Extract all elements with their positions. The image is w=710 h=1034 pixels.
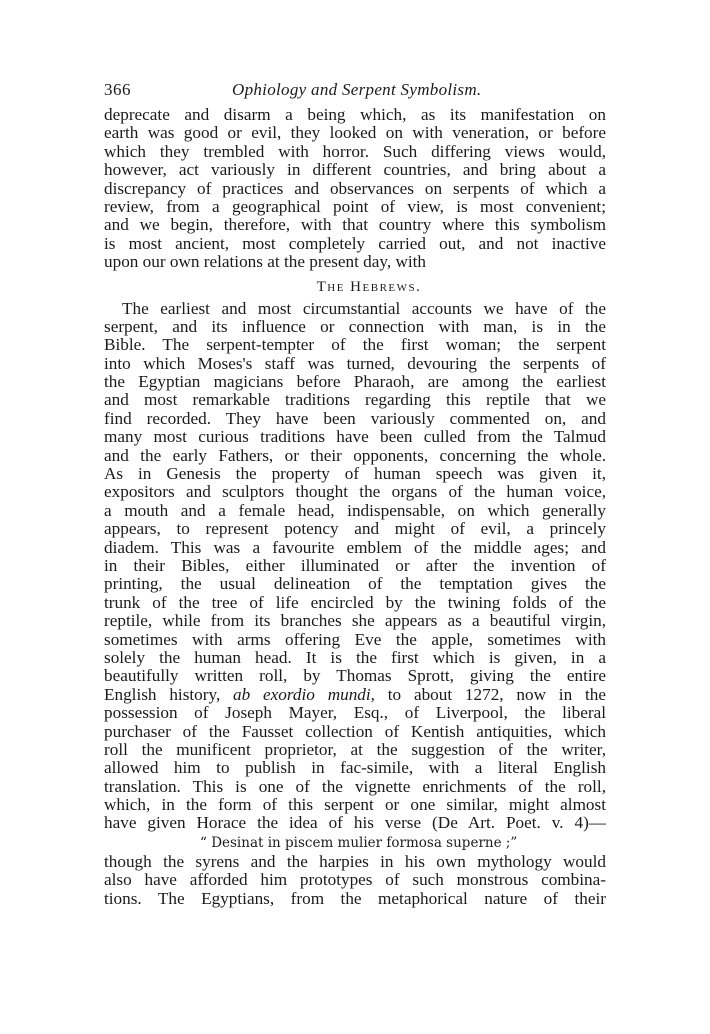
text-line: into which Moses's staff was turned, devouring the serpents of: [104, 353, 606, 373]
text-line: deprecate and disarm a being which, as its manifestation on: [104, 105, 606, 124]
text-line: find recorded. They have been variously commented on, and: [104, 408, 606, 428]
text-line: tions. The Egyptians, from the metaphorical nature of their: [104, 888, 606, 908]
text-line: in their Bibles, either illuminated or after the invention of: [104, 555, 606, 575]
section-heading: The Hebrews.: [316, 278, 422, 295]
text-line: sometimes with arms offering Eve the apple, sometimes with: [104, 629, 606, 649]
main-paragraph: [104, 300, 606, 686]
page: [104, 80, 606, 908]
text-line: possession of Joseph Mayer, Esq., of Liverpool, the liberal: [104, 703, 606, 723]
text-line: appears, to represent potency and might of evil, a princely: [104, 519, 606, 539]
text-line: have given Horace the idea of his verse (De Art. Poet. v. 4)—: [104, 813, 606, 833]
main-paragraph-continued: [104, 704, 606, 833]
text-line: upon our own relations at the present day, with: [104, 252, 427, 272]
text-line: expositors and sculptors thought the organs of the human voice,: [104, 482, 606, 502]
text-line: trunk of the tree of life encircled by the twining folds of the: [104, 592, 606, 612]
text-line: is most ancient, most completely carried out, and not inactive: [104, 233, 606, 253]
text-line: diadem. This was a favourite emblem of the middle ages; and: [104, 537, 606, 557]
body-text: [104, 106, 606, 908]
text-line: which they trembled with horror. Such differing views would,: [104, 141, 606, 161]
italic-phrase: ab exordio mundi,: [233, 684, 375, 704]
text-line: printing, the usual delineation of the temptation gives the: [104, 574, 606, 594]
running-head: [104, 80, 606, 106]
text-line: translation. This is one of the vignette enrichments of the roll,: [104, 776, 606, 796]
text-line: The earliest and most circumstantial accounts we have of the: [122, 298, 606, 318]
text-line: beautifully written roll, by Thomas Sprott, giving the entire: [104, 666, 606, 686]
text-line: a mouth and a female head, indispensable, on which generally: [104, 500, 606, 520]
text-line: purchaser of the Fausset collection of Kentish antiquities, which: [104, 721, 606, 741]
text-line: As in Genesis the property of human speech was given it,: [104, 464, 606, 484]
text-line: allowed him to publish in fac-simile, with a literal English: [104, 758, 606, 778]
text-span: English history,: [104, 684, 234, 704]
text-line: and we begin, therefore, with that country where this symbolism: [104, 215, 606, 235]
text-line: review, from a geographical point of view, is most convenient;: [104, 196, 606, 216]
text-line: also have afforded him prototypes of such monstrous combina-: [104, 870, 606, 890]
text-span: to about 1272, now in the: [374, 684, 606, 704]
text-line: discrepancy of practices and observances on serpents of which a: [104, 178, 606, 198]
page-number: 366: [104, 80, 131, 99]
text-line: solely the human head. It is the first which is given, in a: [104, 647, 606, 667]
text-line: which, in the form of this serpent or one similar, might almost: [104, 795, 606, 815]
text-line: the Egyptian magicians before Pharaoh, are among the earliest: [104, 372, 606, 392]
text-line: however, act variously in different countries, and bring about a: [104, 160, 606, 180]
running-title: Ophiology and Serpent Symbolism.: [232, 80, 482, 99]
text-line: many most curious traditions have been culled from the Talmud: [104, 427, 606, 447]
text-line: roll the munificent proprietor, at the suggestion of the writer,: [104, 739, 606, 759]
text-line: and most remarkable traditions regarding this reptile that we: [104, 390, 606, 410]
text-line: earth was good or evil, they looked on with veneration, or before: [104, 123, 606, 143]
latin-quote: “ Desinat in piscem mulier formosa superne ;”: [200, 834, 518, 851]
text-line-italic: [104, 686, 606, 704]
intro-paragraph: [104, 106, 606, 272]
text-line: and the early Fathers, or their opponents, concerning the whole.: [104, 445, 606, 465]
text-line: Bible. The serpent-tempter of the first woman; the serpent: [104, 335, 606, 355]
closing-paragraph: [104, 853, 606, 908]
text-line: serpent, and its influence or connection with man, is in the: [104, 316, 606, 336]
text-line: though the syrens and the harpies in his own mythology would: [104, 851, 606, 871]
text-line: reptile, while from its branches she appears as a beautiful virgin,: [104, 611, 606, 631]
